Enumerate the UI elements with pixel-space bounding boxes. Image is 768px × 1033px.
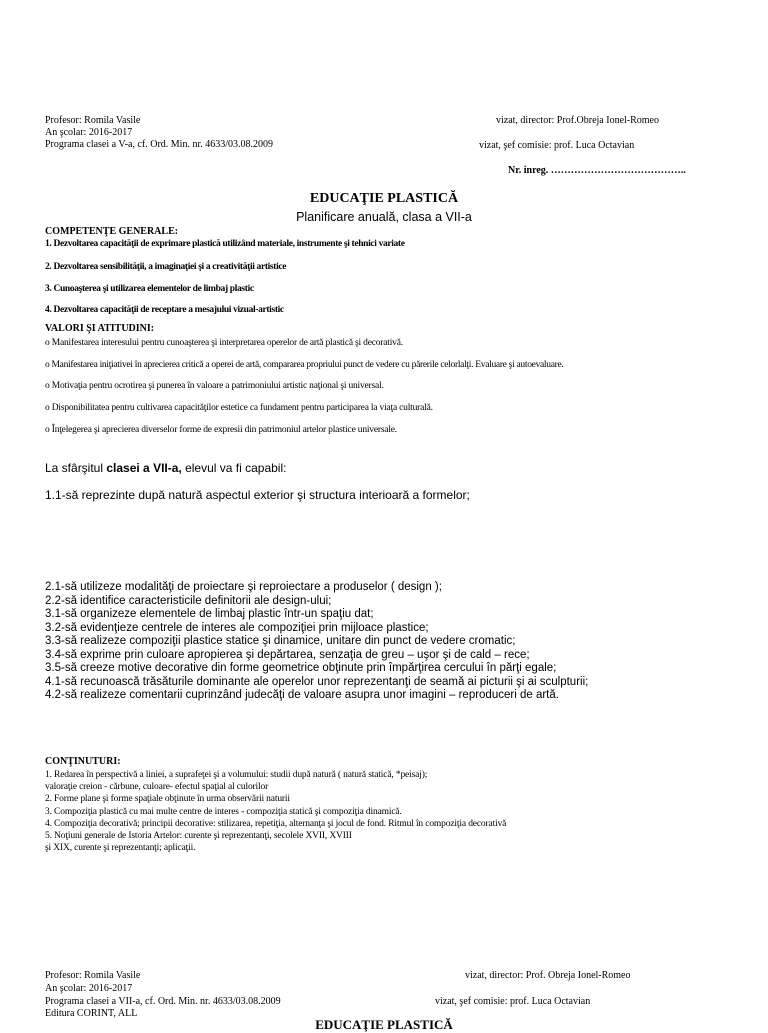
intro-bold: clasei a VII-a, [106,461,182,475]
registration-number: Nr. inreg. ………………………………….. [508,165,686,176]
intro-post: elevul va fi capabil: [181,461,287,475]
objective-item: 2.2-să identifice caracteristicile definitorii ale design-ului; [45,594,332,607]
commission-approval: vizat, şef comisie: prof. Luca Octavian [479,140,635,151]
teacher-name: Profesor: Romila Vasile [45,115,141,126]
objectives-list [45,581,588,703]
valoare-1: o Manifestarea interesului pentru cunoaşterea şi interpretarea operelor de artă plastică şi decorativă. [45,338,403,348]
continuturi-list [45,769,506,854]
publisher-line: Editura CORINT, ALL [45,1008,138,1019]
competente-heading: COMPETENŢE GENERALE: [45,226,179,237]
director-approval: vizat, director: Prof.Obreja Ionel-Romeo [496,115,659,126]
school-year-2: An şcolar: 2016-2017 [45,983,133,994]
continut-item: 1. Redarea în perspectivă a liniei, a suprafeţei şi a volumului: studii după natură ( natură statică, *peisaj); [45,770,428,780]
intro-pre: La sfârşitul [45,461,107,475]
continut-item: 5. Noţiuni generale de Istoria Artelor: curente şi reprezentanţi, secolele XVII, XVIII [45,831,352,842]
valoare-4: o Disponibilitatea pentru cultivarea capacităţilor estetice ca fundament pentru participarea la viaţa culturală. [45,403,433,413]
program-line-2: Programa clasei a VII-a, cf. Ord. Min. nr. 4633/03.08.2009 [45,996,281,1007]
competenta-1: 1. Dezvoltarea capacităţii de exprimare plastică utilizând materiale, instrumente şi tehnici variate [45,239,405,249]
objective-item: 4.2-să realizeze comentarii cuprinzând judecăţi de valoare asupra unor imagini – reproduceri de artă. [45,689,559,701]
page-subtitle: Planificare anuală, clasa a VII-a [296,210,472,224]
page-title: EDUCAŢIE PLASTICĂ [309,191,459,206]
continuturi-heading: CONŢINUTURI: [45,756,121,767]
competenta-3: 3. Cunoaşterea şi utilizarea elementelor de limbaj plastic [45,284,254,294]
objective-item: 3.3-să realizeze compoziţii plastice statice şi dinamice, unitare din punct de vedere cromatic; [45,635,516,647]
objective-item: 3.2-să evidenţieze centrele de interes ale compoziţiei prin mijloace plastice; [45,621,429,634]
school-year: An şcolar: 2016-2017 [45,127,133,138]
continut-item: şi XIX, curente şi reprezentanţi; aplicaţii. [45,843,196,854]
continut-item: 4. Compoziţia decorativă; principii decorative: stilizarea, repetiţia, alternanţa şi jocul de fond. Ritmul în compoziţia decorativă [45,818,507,829]
objective-item: 2.1-să utilizeze modalităţi de proiectare şi reproiectare a produselor ( design ); [45,581,442,593]
objective-1-1: 1.1-să reprezinte după natură aspectul exterior şi structura interioară a formelor; [45,488,470,502]
objective-item: 4.1-să recunoască trăsăturile dominante ale operelor unor reprezentanţi de seamă ai picturii şi ai sculpturii; [45,675,589,688]
objective-item: 3.1-să organizeze elementele de limbaj plastic într-un spaţiu dat; [45,608,374,620]
teacher-name-2: Profesor: Romila Vasile [45,970,141,981]
competenta-4: 4. Dezvoltarea capacităţii de receptare a mesajului vizual-artistic [45,305,284,315]
continut-item: 2. Forme plane şi forme spaţiale obţinute în urma observării naturii [45,794,290,805]
objective-item: 3.4-să exprime prin culoare apropierea şi depărtarea, senzaţia de greu – uşor şi de cald – rece; [45,648,530,661]
program-line: Programa clasei a V-a, cf. Ord. Min. nr. 4633/03.08.2009 [45,139,274,150]
valoare-2: o Manifestarea iniţiativei în aprecierea critică a operei de artă, compararea propriului punct de vedere cu părerile celorlalţi. Evaluare şi autoevaluare. [45,360,564,370]
continut-item: valoraţie creion - cărbune, culoare- efectul spaţial al culorilor [45,782,269,793]
intro-sentence [45,461,286,475]
objective-item: 3.5-să creeze motive decorative din forme geometrice obţinute prin împărţirea cercului în părţi egale; [45,662,557,674]
continut-item: 3. Compoziţia plastică cu mai multe centre de interes - compoziţia statică şi compoziţia dinamică. [45,806,402,817]
valoare-5: o Înţelegerea şi aprecierea diverselor forme de expresii din patrimoniul artelor plastice universale. [45,425,397,435]
competenta-2: 2. Dezvoltarea sensibilităţii, a imaginaţiei şi a creativităţii artistice [45,262,287,272]
valoare-3: o Motivaţia pentru ocrotirea şi punerea în valoare a patrimoniului artistic naţional şi universal. [45,381,384,391]
page-title-2: EDUCAŢIE PLASTICĂ [315,1017,453,1032]
valori-heading: VALORI ŞI ATITUDINI: [45,323,155,334]
director-approval-2: vizat, director: Prof. Obreja Ionel-Romeo [465,970,631,981]
commission-approval-2: vizat, şef comisie: prof. Luca Octavian [435,996,591,1007]
